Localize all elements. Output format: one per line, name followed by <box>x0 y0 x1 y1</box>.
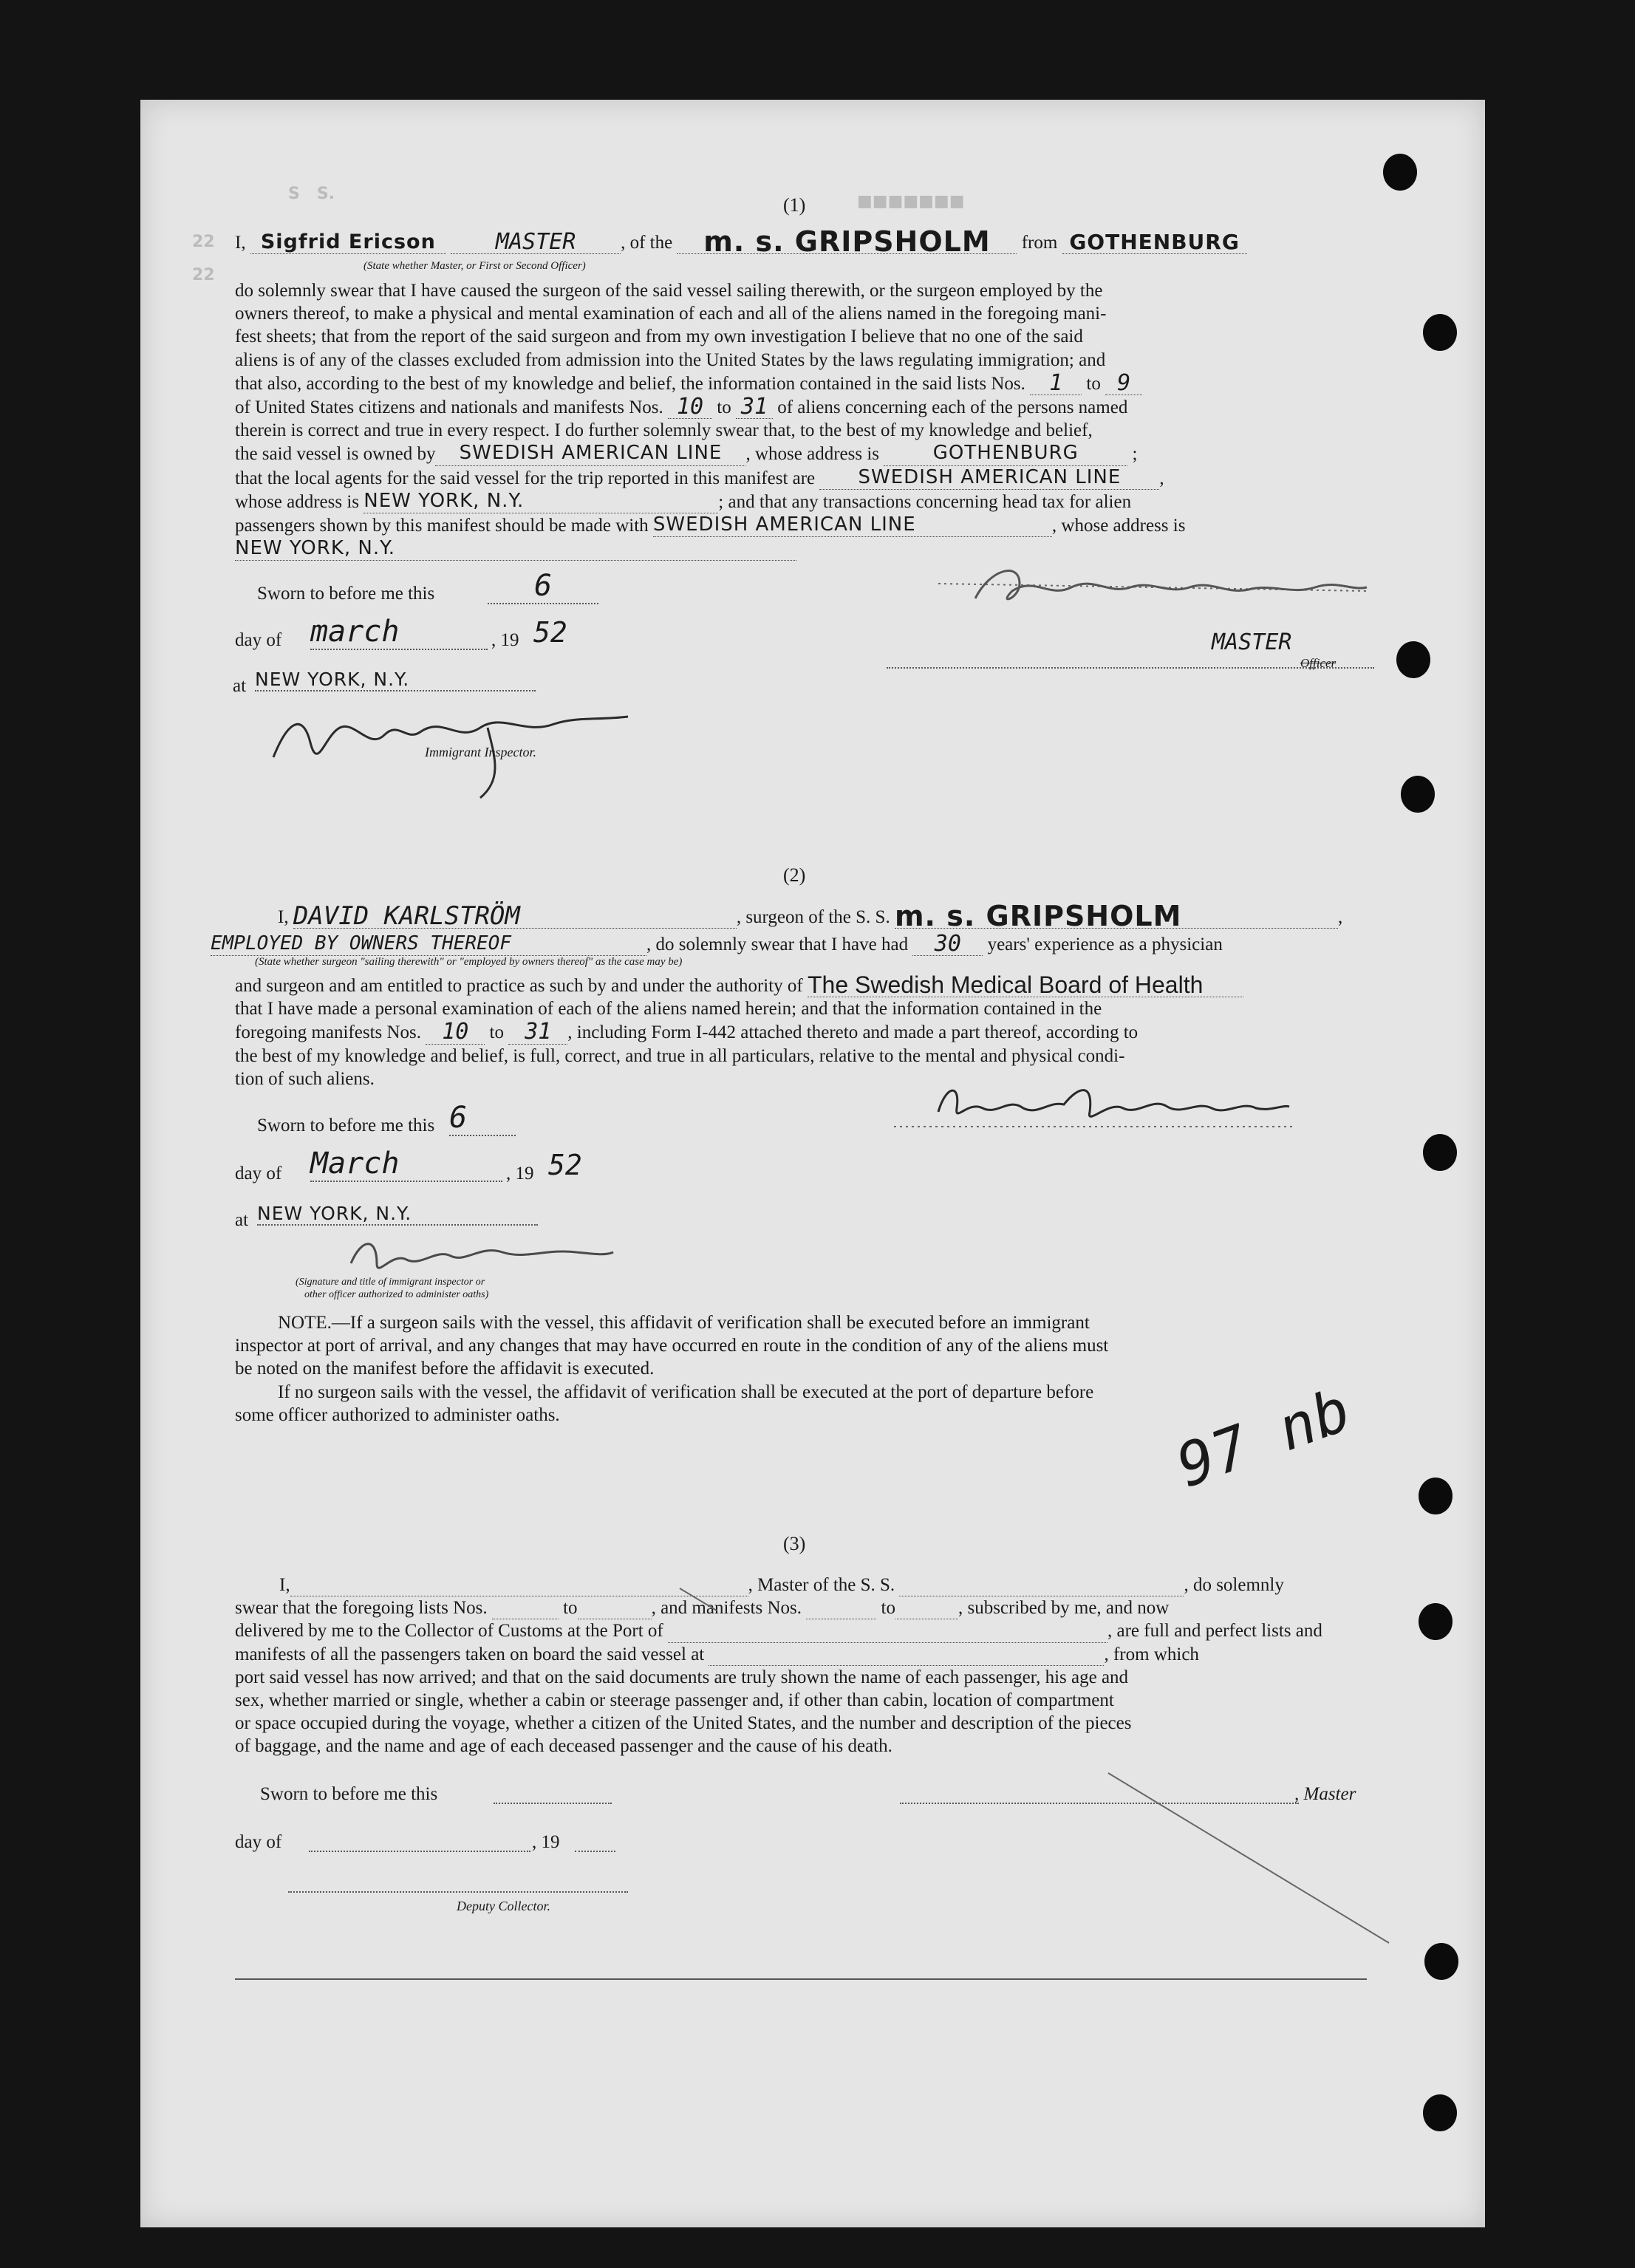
margin-annotation: 97 nb <box>1168 1375 1359 1501</box>
officer-caption: Officer <box>1300 656 1337 670</box>
surgeon-name: DAVID KARLSTRÖM <box>293 905 737 929</box>
manifests-line <box>235 395 1367 419</box>
year-value: 52 <box>548 1149 582 1181</box>
text: I, <box>279 1575 290 1595</box>
text: to <box>489 1022 504 1043</box>
surgeon-signature <box>887 1071 1300 1138</box>
text: from <box>1021 233 1058 253</box>
manifests-to: 31 <box>508 1020 567 1044</box>
text: that the local agents for the said vessel for the trip reported in this manifest are <box>235 468 816 488</box>
bleed-through-mark: 22 <box>192 266 215 284</box>
agents-value: SWEDISH AMERICAN LINE <box>819 466 1159 490</box>
text-line: be noted on the manifest before the affidavit is executed. <box>235 1359 655 1379</box>
at-label: at <box>233 676 247 696</box>
owner-value: SWEDISH AMERICAN LINE <box>435 442 745 465</box>
bleed-through-mark: 22 <box>192 233 215 251</box>
manifests-from: 10 <box>668 395 712 419</box>
place-value: NEW YORK, N.Y. <box>255 669 536 691</box>
section2-employed-line <box>211 932 1367 956</box>
text-line: If no surgeon sails with the vessel, the affidavit of verification shall be executed at the port of departure before <box>278 1381 1094 1402</box>
text: I, <box>278 907 289 927</box>
authority-line <box>235 971 1367 998</box>
note-block <box>235 1311 1367 1427</box>
vessel-name: m. s. GRIPSHOLM <box>677 230 1017 254</box>
signature-caption: (Signature and title of immigrant inspector or <box>296 1277 485 1288</box>
text: manifests of all the passengers taken on board the said vessel at <box>235 1644 705 1664</box>
sworn-label: Sworn to before me this <box>257 1116 435 1135</box>
text: , Master of the S. S. <box>748 1575 895 1595</box>
year-value: 52 <box>533 616 567 649</box>
punch-hole <box>1419 1603 1453 1640</box>
owner-address: GOTHENBURG <box>884 442 1127 465</box>
at-label: at <box>235 1210 249 1230</box>
text: to <box>1086 373 1101 394</box>
text-line: of baggage, and the name and age of each deceased passenger and the cause of his death. <box>235 1736 892 1757</box>
section1-header-line <box>235 225 1367 258</box>
text: and surgeon and am entitled to practice as such by and under the authority of <box>235 976 803 996</box>
text-line: fest sheets; that from the report of the said surgeon and from my own investigation I believe that no one of the said <box>235 327 1083 347</box>
place-value: NEW YORK, N.Y. <box>257 1203 538 1226</box>
text: , subscribed by me, and now <box>958 1598 1170 1619</box>
punch-hole <box>1383 154 1417 191</box>
collector-signature-line <box>288 1891 628 1893</box>
text-line: do solemnly swear that I have caused the surgeon of the said vessel sailing therewith, or the surgeon employed by the <box>235 281 1103 301</box>
year-prefix: , 19 <box>506 1164 534 1183</box>
text: to <box>881 1598 895 1619</box>
text: , are full and perfect lists and <box>1107 1621 1322 1642</box>
text: , do solemnly <box>1184 1575 1284 1595</box>
agents-address-line <box>235 490 1367 513</box>
rank-value: MASTER <box>451 230 621 254</box>
text: swear that the foregoing lists Nos. <box>235 1598 488 1619</box>
month-value: March <box>310 1147 502 1182</box>
text-line: the best of my knowledge and belief, is full, correct, and true in all particulars, relative to the mental and physical condi- <box>235 1045 1125 1066</box>
day-of-label: day of <box>235 1832 282 1852</box>
text: to <box>563 1598 578 1619</box>
day-of-label: day of <box>235 1164 282 1183</box>
inspector-signature <box>340 1230 621 1282</box>
manifests-from: 10 <box>426 1020 485 1044</box>
owner-line: the said vessel is owned by SWEDISH AMERICAN LINE , whose address is GOTHENBURG ; <box>235 442 1367 465</box>
text: to <box>717 397 731 418</box>
note-label: NOTE. <box>278 1313 332 1333</box>
sworn-day-line <box>494 1803 612 1804</box>
text: , of the <box>621 233 673 253</box>
text: I, <box>235 233 246 253</box>
text-line: or space occupied during the voyage, whether a citizen of the United States, and the number and description of the pieces <box>235 1713 1132 1734</box>
text-line: aliens is of any of the classes excluded from admission into the United States by the laws regulating immigration; and <box>235 349 1106 370</box>
text: foregoing manifests Nos. <box>235 1022 422 1043</box>
text-line: inspector at port of arrival, and any changes that may have occurred en route in the condition of any of the aliens must <box>235 1336 1109 1356</box>
section-number: (3) <box>783 1533 806 1554</box>
manifests-to: 31 <box>736 395 773 419</box>
punch-hole <box>1396 641 1430 678</box>
master-title: MASTER <box>1212 629 1292 655</box>
port-from: GOTHENBURG <box>1062 230 1247 254</box>
bleed-through-mark: S S. <box>288 185 335 203</box>
years-value: 30 <box>912 932 983 956</box>
text: , and manifests Nos. <box>651 1598 802 1619</box>
headtax-agent: SWEDISH AMERICAN LINE <box>653 513 1052 537</box>
collector-caption: Deputy Collector. <box>457 1899 550 1913</box>
month-line <box>309 1851 530 1852</box>
punch-hole <box>1424 1943 1458 1980</box>
year-prefix: , 19 <box>532 1832 560 1852</box>
section1-body <box>235 279 1367 561</box>
inspector-caption: Immigrant Inspector. <box>425 745 536 759</box>
year-line <box>575 1851 615 1852</box>
text: delivered by me to the Collector of Customs at the Port of <box>235 1621 663 1642</box>
text-line: sex, whether married or single, whether a cabin or steerage passenger and, if other than cabin, location of compartment <box>235 1690 1114 1711</box>
day-of-label: day of <box>235 630 282 650</box>
headtax-address: NEW YORK, N.Y. <box>235 537 796 561</box>
text-line: therein is correct and true in every respect. I do further solemnly swear that, to the best of my knowledge and belief, <box>235 420 1093 441</box>
punch-hole <box>1419 1478 1453 1514</box>
text: , surgeon of the S. S. <box>736 907 890 927</box>
text: passengers shown by this manifest should be made with <box>235 516 649 536</box>
punch-hole <box>1423 1134 1457 1171</box>
section2-header-line: I, DAVID KARLSTRÖM , surgeon of the S. S. m. s. GRIPSHOLM , <box>278 900 1343 932</box>
headtax-line <box>235 513 1367 537</box>
authority-value: The Swedish Medical Board of Health <box>808 974 1243 997</box>
sworn-label: Sworn to before me this <box>257 584 435 604</box>
section-number: (1) <box>783 194 806 216</box>
signature-caption: other officer authorized to administer oaths) <box>304 1289 489 1300</box>
punch-hole <box>1401 776 1435 813</box>
sworn-day: 6 <box>488 569 598 604</box>
punch-hole <box>1423 2094 1457 2131</box>
lists-line <box>235 369 1367 396</box>
text: ; and that any transactions concerning head tax for alien <box>718 491 1132 512</box>
text-line: tion of such aliens. <box>235 1068 375 1089</box>
text: that also, according to the best of my knowledge and belief, the information contained in the said lists Nos. <box>235 373 1025 394</box>
employed-caption: (State whether surgeon "sailing therewith" or "employed by owners thereof" as the case may be) <box>255 956 683 968</box>
punch-hole <box>1423 314 1457 351</box>
lists-to: 9 <box>1105 372 1142 395</box>
master-name: Sigfrid Ericson <box>250 230 446 254</box>
text: years' experience as a physician <box>987 935 1223 954</box>
text-line: port said vessel has now arrived; and that on the said documents are truly shown the name of each passenger, his age and <box>235 1667 1129 1687</box>
master-signature <box>931 554 1389 621</box>
agents-line: that the local agents for the said vessel for the trip reported in this manifest are SWEDISH AMERICAN LINE , <box>235 466 1367 490</box>
sworn-label: Sworn to before me this <box>260 1784 438 1804</box>
text: , including Form I-442 attached thereto and made a part thereof, according to <box>567 1022 1139 1043</box>
cancellation-stroke <box>665 1581 1404 1950</box>
text: of United States citizens and nationals and manifests Nos. <box>235 397 663 418</box>
text: —If a surgeon sails with the vessel, this affidavit of verification shall be executed before an immigrant <box>331 1313 1090 1333</box>
vessel-name: m. s. GRIPSHOLM <box>895 905 1338 929</box>
master-label: , Master <box>1294 1784 1356 1804</box>
sworn-day: 6 <box>449 1101 516 1136</box>
bottom-rule <box>235 1978 1367 1980</box>
employed-value: EMPLOYED BY OWNERS THEREOF <box>211 932 646 956</box>
rank-caption: (State whether Master, or First or Second Officer) <box>363 260 586 272</box>
agents-address: NEW YORK, N.Y. <box>363 490 718 513</box>
text-line: that I have made a personal examination of each of the aliens named herein; and that the information contained in the <box>235 999 1102 1019</box>
text: , whose address is <box>1051 516 1186 536</box>
lists-from: 1 <box>1030 372 1082 395</box>
manifests-line <box>235 1020 1367 1044</box>
text: whose address is <box>235 491 360 512</box>
note-line <box>235 1311 1367 1334</box>
text-line: owners thereof, to make a physical and mental examination of each and all of the aliens named in the foregoing mani- <box>235 304 1107 324</box>
text: , do solemnly swear that I have had <box>646 935 909 954</box>
year-prefix: , 19 <box>491 630 519 650</box>
text: , whose address is <box>745 444 880 465</box>
bleed-through-mark: ■■■■■■■ <box>857 192 965 211</box>
month-value: march <box>310 615 488 650</box>
section-number: (2) <box>783 864 806 886</box>
text: of aliens concerning each of the persons named <box>777 397 1128 418</box>
text-line: some officer authorized to administer oaths. <box>235 1404 560 1425</box>
text: , from which <box>1104 1644 1199 1664</box>
text: the said vessel is owned by <box>235 444 436 465</box>
